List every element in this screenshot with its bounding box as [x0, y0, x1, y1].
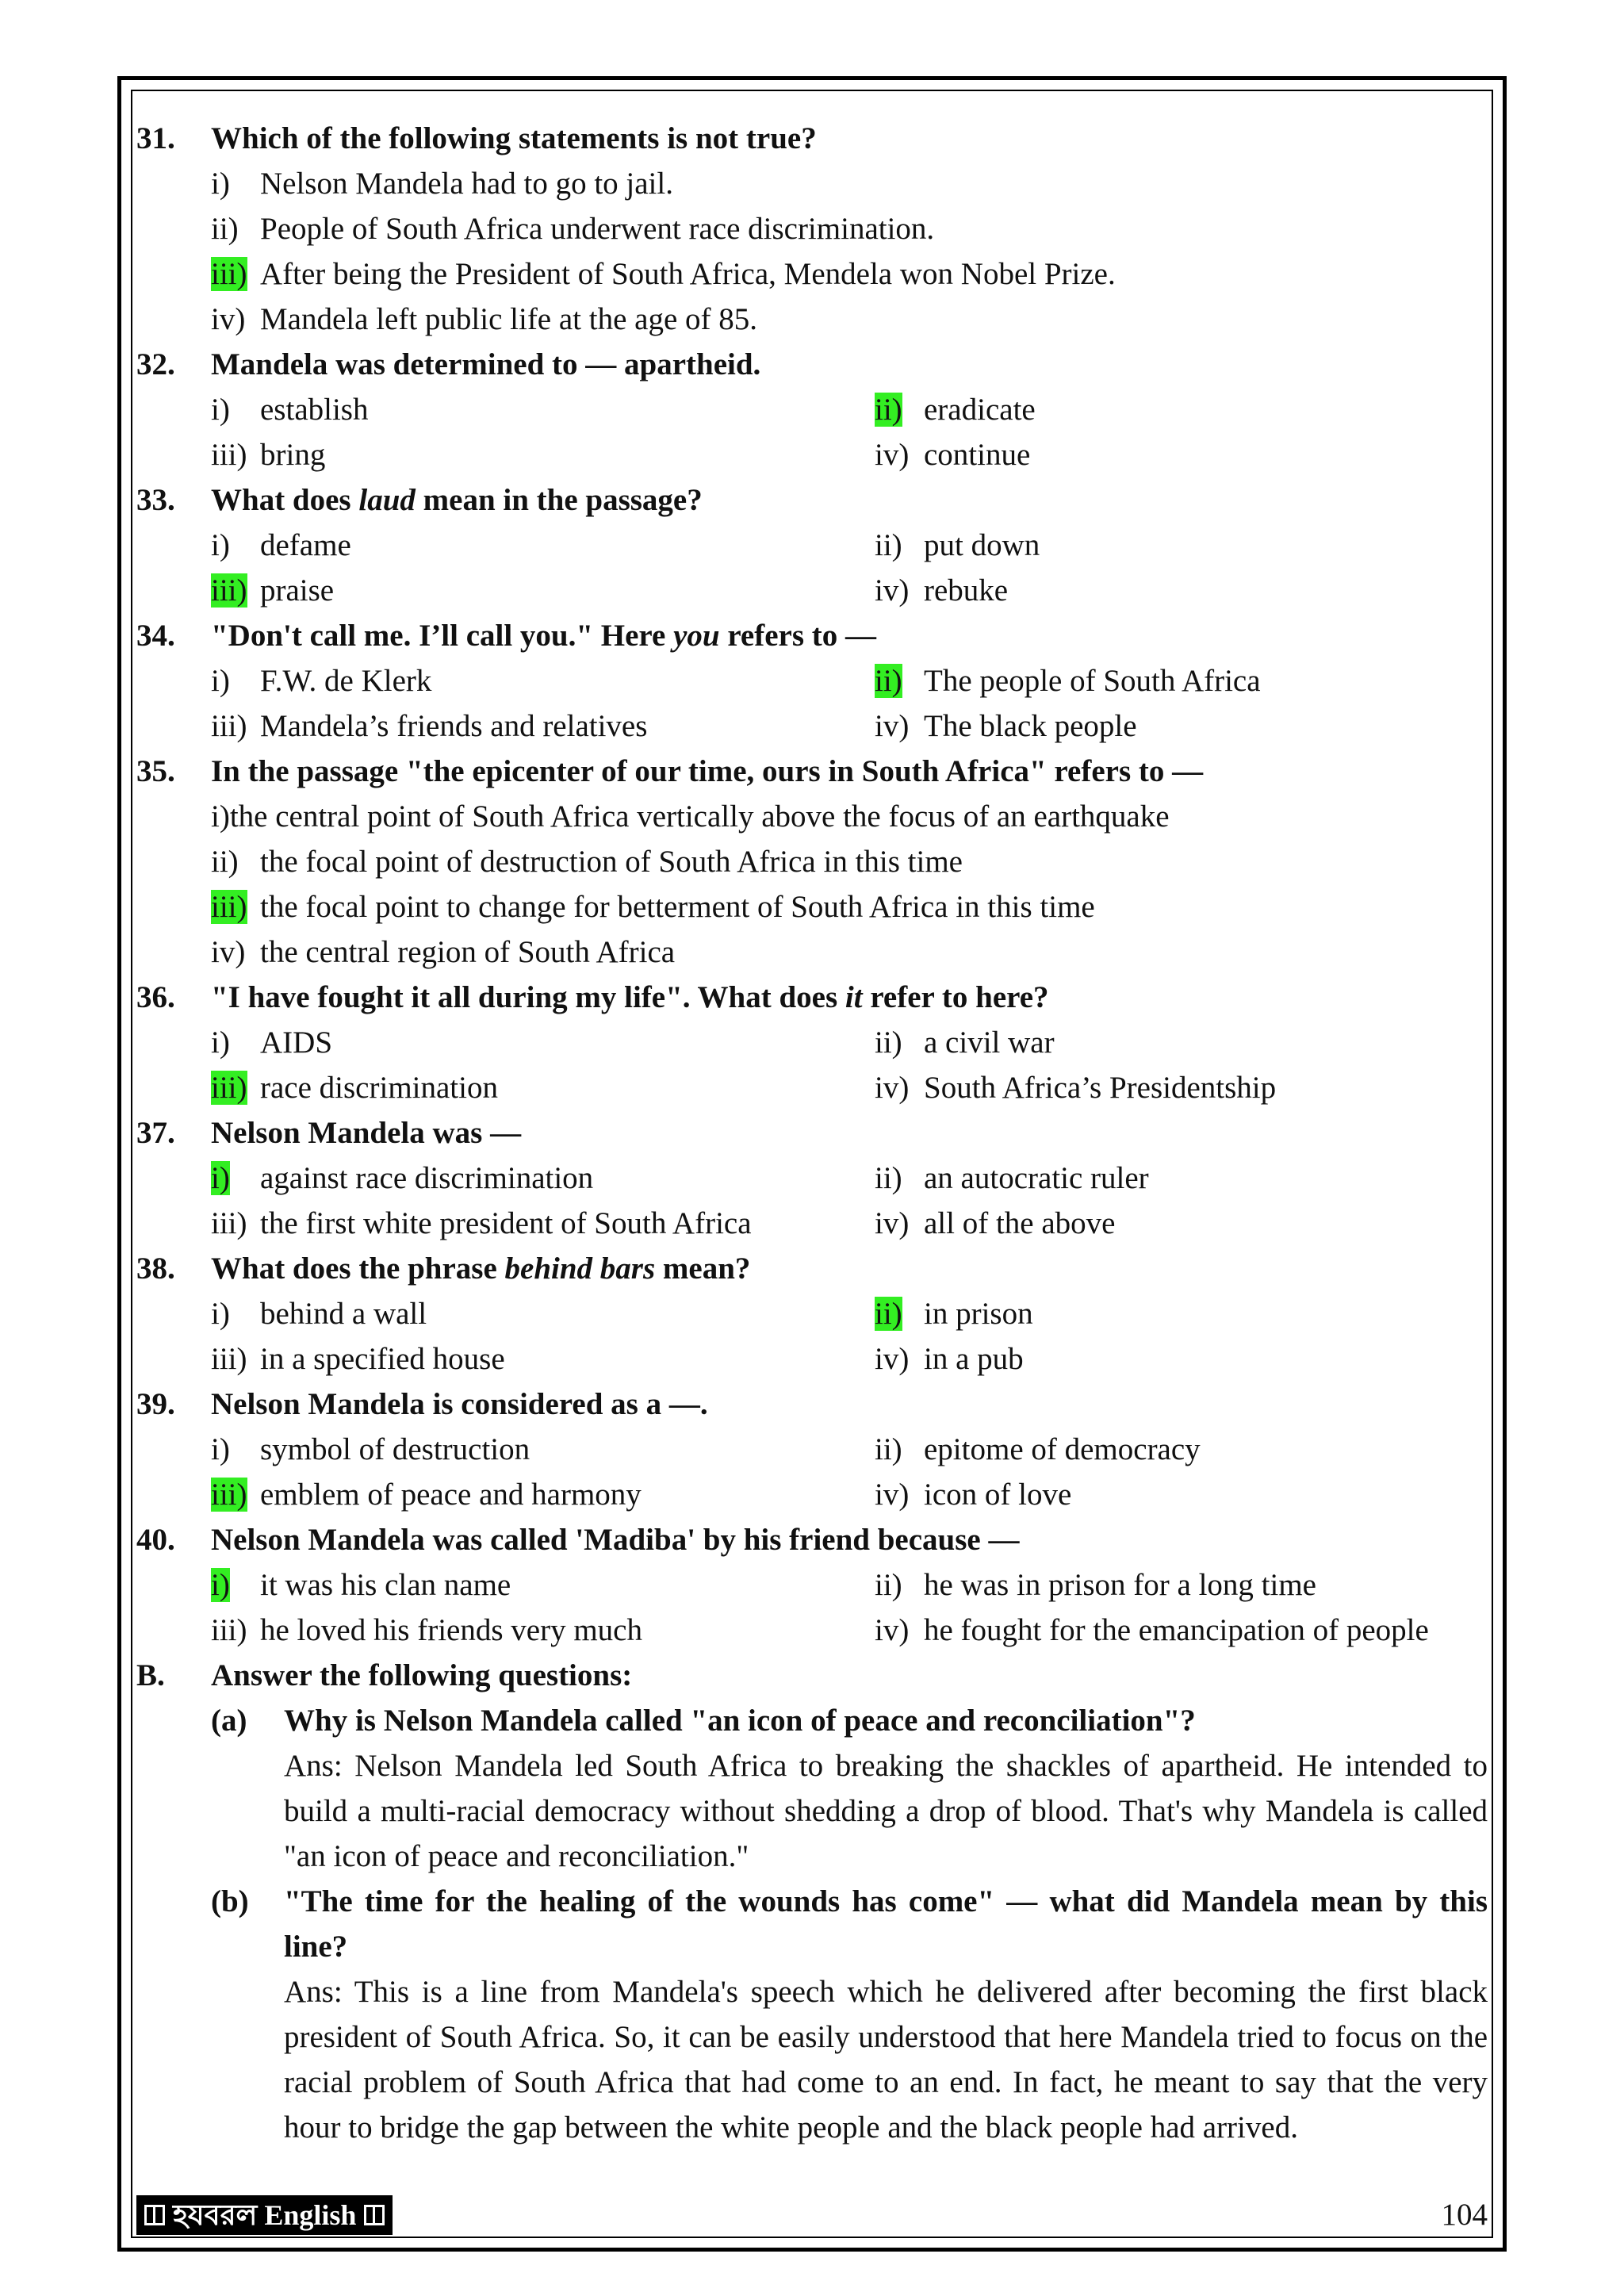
question-number: 36. [136, 980, 175, 1014]
option-ii [211, 839, 963, 884]
option-marker: ii) [875, 1025, 902, 1060]
question-text: In the passage "the epicenter of our time, ours in South Africa" refers to — [211, 754, 1204, 788]
option-i [211, 1427, 530, 1472]
option-i [211, 794, 1170, 839]
answer-marker: ii) [875, 393, 902, 427]
question-number: 32. [136, 347, 175, 381]
answer-marker: i) [211, 1161, 230, 1195]
section-number: B. [136, 1658, 165, 1692]
option-marker: i) [211, 799, 230, 834]
option-marker: iv) [875, 1071, 910, 1105]
question-32 [136, 342, 1488, 387]
option-iv [875, 1201, 1115, 1246]
option-row [136, 432, 1488, 477]
section-b-heading [136, 1653, 1488, 1698]
short-question-b [136, 1879, 1488, 2150]
short-question-label: (a) [211, 1704, 247, 1738]
option-row [136, 1562, 1488, 1608]
option-row [136, 839, 1488, 884]
question-number: 35. [136, 754, 175, 788]
option-iv [211, 297, 757, 342]
option-iii [211, 884, 1095, 930]
option-iii [211, 1472, 642, 1517]
option-iv [211, 930, 675, 975]
option-ii [875, 1291, 1033, 1336]
option-iv [875, 432, 1030, 477]
option-text: defame [260, 528, 351, 562]
page-footer [136, 2195, 1488, 2235]
option-text: The black people [924, 709, 1137, 743]
question-39 [136, 1382, 1488, 1427]
option-ii [875, 658, 1261, 703]
option-text: the first white president of South Africa [260, 1206, 752, 1240]
option-marker: ii) [875, 1568, 902, 1602]
option-iii [211, 251, 1116, 297]
option-text: The people of South Africa [924, 664, 1261, 698]
question-content [136, 116, 1488, 2150]
option-text: a civil war [924, 1025, 1055, 1060]
option-i [211, 387, 368, 432]
option-text: South Africa’s Presidentship [924, 1071, 1277, 1105]
option-row [136, 251, 1488, 297]
option-ii [875, 1562, 1316, 1608]
option-i [211, 658, 431, 703]
answer-text: Ans: Nelson Mandela led South Africa to breaking the shackles of apartheid. He intended to build a multi-racial democracy without shedding a drop of blood. That's why Mandela is called "an icon of peace and reconciliation." [284, 1749, 1488, 1873]
option-marker: ii) [875, 1161, 902, 1195]
option-text: the central region of South Africa [260, 935, 676, 969]
option-text: the focal point to change for betterment of South Africa in this time [260, 890, 1095, 924]
option-text: the focal point of destruction of South Africa in this time [260, 845, 963, 879]
answer-marker: iii) [211, 257, 247, 291]
option-row [136, 1156, 1488, 1201]
book-icon [143, 2202, 167, 2228]
option-marker: ii) [211, 212, 239, 246]
option-i [211, 161, 673, 206]
option-row [136, 1020, 1488, 1065]
option-marker: iv) [211, 935, 246, 969]
option-iv [875, 1065, 1276, 1110]
question-text: Mandela was determined to — apartheid. [211, 347, 761, 381]
option-row [136, 568, 1488, 613]
question-36 [136, 975, 1488, 1020]
question-number: 31. [136, 121, 175, 155]
option-marker: ii) [875, 528, 902, 562]
answer-marker: iii) [211, 890, 247, 924]
question-text: "Don't call me. I’ll call you." Here you refers to — [211, 619, 877, 653]
option-text: behind a wall [260, 1297, 427, 1331]
question-38 [136, 1246, 1488, 1291]
short-question-a [136, 1698, 1488, 1879]
option-row [136, 1201, 1488, 1246]
question-37 [136, 1110, 1488, 1156]
option-text: Mandela’s friends and relatives [260, 709, 648, 743]
option-text: F.W. de Klerk [260, 664, 432, 698]
option-text: bring [260, 438, 326, 472]
option-row [136, 930, 1488, 975]
question-text: What does the phrase behind bars mean? [211, 1251, 751, 1286]
option-text: in a specified house [260, 1342, 505, 1376]
option-row [136, 1608, 1488, 1653]
short-question-text: Why is Nelson Mandela called "an icon of peace and reconciliation"? [284, 1704, 1196, 1738]
short-question-label: (b) [211, 1884, 249, 1918]
answer-marker: ii) [875, 1297, 902, 1331]
option-marker: iii) [211, 709, 247, 743]
option-marker: iv) [875, 1613, 910, 1647]
book-icon [362, 2202, 386, 2228]
option-text: emblem of peace and harmony [260, 1478, 642, 1512]
option-marker: i) [211, 167, 230, 201]
option-marker: i) [211, 664, 230, 698]
option-ii [875, 1020, 1055, 1065]
answer-text: Ans: This is a line from Mandela's speech which he delivered after becoming the first black president of South Africa. So, it can be easily understood that here Mandela tried to focus on the racial problem of South Africa that had come to an end. In fact, he meant to say that the very hour to bridge the gap between the white people and the black people had arrived. [284, 1975, 1488, 2145]
question-number: 33. [136, 483, 175, 517]
option-text: eradicate [924, 393, 1036, 427]
question-31 [136, 116, 1488, 161]
option-text: Mandela left public life at the age of 85. [260, 302, 758, 336]
question-text: What does laud mean in the passage? [211, 483, 703, 517]
option-text: in prison [924, 1297, 1033, 1331]
option-ii [211, 206, 934, 251]
option-text: an autocratic ruler [924, 1161, 1149, 1195]
option-marker: i) [211, 528, 230, 562]
option-i [211, 1291, 427, 1336]
option-text: continue [924, 438, 1031, 472]
option-marker: i) [211, 1432, 230, 1466]
option-row [136, 1065, 1488, 1110]
option-marker: i) [211, 1297, 230, 1331]
option-text: the central point of South Africa vertically above the focus of an earthquake [229, 799, 1170, 834]
option-row [136, 658, 1488, 703]
option-iii [211, 1608, 642, 1653]
option-text: establish [260, 393, 369, 427]
option-ii [875, 1156, 1149, 1201]
logo-text: হযবরল English [173, 2199, 357, 2231]
option-text: symbol of destruction [260, 1432, 530, 1466]
question-text: Nelson Mandela is considered as a —. [211, 1387, 708, 1421]
option-marker: iii) [211, 1342, 247, 1376]
publisher-logo [136, 2195, 393, 2235]
option-iii [211, 568, 334, 613]
answer-marker: iii) [211, 1071, 247, 1105]
option-row [136, 703, 1488, 749]
question-text: Which of the following statements is not true? [211, 121, 817, 155]
option-iii [211, 1336, 505, 1382]
option-row [136, 1427, 1488, 1472]
option-text: Nelson Mandela had to go to jail. [260, 167, 673, 201]
option-iv [875, 568, 1008, 613]
short-question-text: "The time for the healing of the wounds has come" — what did Mandela mean by this line? [284, 1884, 1488, 1964]
question-number: 37. [136, 1116, 175, 1150]
page-number: 104 [1441, 2198, 1488, 2232]
option-i [211, 523, 351, 568]
option-text: race discrimination [260, 1071, 498, 1105]
question-number: 38. [136, 1251, 175, 1286]
option-text: rebuke [924, 573, 1009, 608]
option-row [136, 161, 1488, 206]
option-text: it was his clan name [260, 1568, 511, 1602]
option-marker: ii) [211, 845, 239, 879]
option-text: against race discrimination [260, 1161, 594, 1195]
option-i [211, 1020, 332, 1065]
option-text: he was in prison for a long time [924, 1568, 1316, 1602]
option-ii [875, 1427, 1201, 1472]
option-text: AIDS [260, 1025, 333, 1060]
option-row [136, 794, 1488, 839]
option-iii [211, 1065, 498, 1110]
option-i [211, 1156, 593, 1201]
option-marker: iv) [875, 1478, 910, 1512]
option-text: After being the President of South Africa, Mendela won Nobel Prize. [260, 257, 1116, 291]
option-iii [211, 1201, 752, 1246]
option-ii [875, 387, 1036, 432]
option-iv [875, 1608, 1429, 1653]
option-row [136, 387, 1488, 432]
option-marker: iv) [875, 1206, 910, 1240]
option-row [136, 1291, 1488, 1336]
option-marker: iv) [211, 302, 246, 336]
option-iii [211, 703, 647, 749]
option-row [136, 1336, 1488, 1382]
option-iv [875, 1336, 1024, 1382]
option-text: all of the above [924, 1206, 1116, 1240]
option-text: People of South Africa underwent race discrimination. [260, 212, 935, 246]
option-marker: iv) [875, 573, 910, 608]
question-34 [136, 613, 1488, 658]
option-text: praise [260, 573, 335, 608]
question-text: "I have fought it all during my life". What does it refer to here? [211, 980, 1049, 1014]
question-number: 39. [136, 1387, 175, 1421]
answer-marker: ii) [875, 664, 902, 698]
answer-marker: i) [211, 1568, 230, 1602]
option-iv [875, 1472, 1071, 1517]
question-text: Nelson Mandela was — [211, 1116, 522, 1150]
option-marker: iv) [875, 1342, 910, 1376]
question-number: 40. [136, 1523, 175, 1557]
option-text: he fought for the emancipation of people [924, 1613, 1429, 1647]
option-text: he loved his friends very much [260, 1613, 642, 1647]
option-i [211, 1562, 511, 1608]
question-40 [136, 1517, 1488, 1562]
question-35 [136, 749, 1488, 794]
option-iii [211, 432, 325, 477]
option-marker: i) [211, 1025, 230, 1060]
option-marker: iii) [211, 1613, 247, 1647]
question-text: Nelson Mandela was called 'Madiba' by his friend because — [211, 1523, 1020, 1557]
answer-marker: iii) [211, 573, 247, 608]
option-row [136, 884, 1488, 930]
option-row [136, 206, 1488, 251]
option-marker: iv) [875, 709, 910, 743]
option-marker: iii) [211, 438, 247, 472]
option-text: epitome of democracy [924, 1432, 1201, 1466]
section-title: Answer the following questions: [211, 1658, 633, 1692]
option-row [136, 297, 1488, 342]
option-text: in a pub [924, 1342, 1024, 1376]
option-text: put down [924, 528, 1040, 562]
option-marker: ii) [875, 1432, 902, 1466]
answer-marker: iii) [211, 1478, 247, 1512]
option-iv [875, 703, 1137, 749]
option-marker: iii) [211, 1206, 247, 1240]
option-marker: iv) [875, 438, 910, 472]
option-row [136, 523, 1488, 568]
option-marker: i) [211, 393, 230, 427]
option-text: icon of love [924, 1478, 1072, 1512]
option-row [136, 1472, 1488, 1517]
option-ii [875, 523, 1040, 568]
question-33 [136, 477, 1488, 523]
question-number: 34. [136, 619, 175, 653]
